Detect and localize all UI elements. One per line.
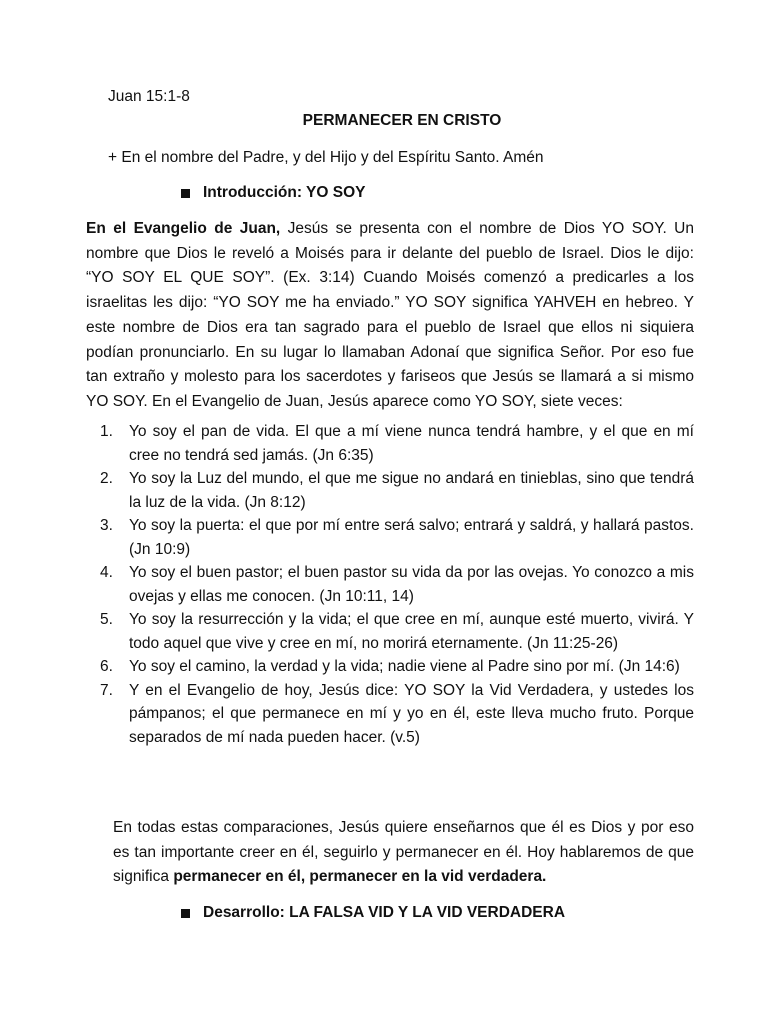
- square-bullet-icon: [181, 909, 190, 918]
- list-number: 6.: [100, 658, 113, 675]
- list-text: Yo soy el buen pastor; el buen pastor su vida da por las ovejas. Yo conozco a mis ovejas y ellas me conocen. (Jn 10:11, 14): [129, 564, 694, 605]
- invocation-line: + En el nombre del Padre, y del Hijo y del Espíritu Santo. Amén: [108, 149, 544, 166]
- page-title: PERMANECER EN CRISTO: [302, 112, 502, 129]
- scripture-reference: Juan 15:1-8: [108, 88, 190, 105]
- square-bullet-icon: [181, 189, 190, 198]
- list-number: 3.: [100, 517, 113, 534]
- development-heading: [181, 904, 565, 922]
- list-number: 2.: [100, 470, 113, 487]
- list-number: 7.: [100, 681, 113, 699]
- list-text: Yo soy la puerta: el que por mí entre será salvo; entrará y saldrá, y hallará pastos. (Jn 10:9): [129, 517, 694, 558]
- list-item: [100, 608, 694, 655]
- intro-paragraph: [86, 217, 694, 415]
- list-item: [100, 655, 694, 679]
- closing-bold-tail: permanecer en él, permanecer en la vid verdadera.: [173, 868, 547, 885]
- development-heading-label: Desarrollo: LA FALSA VID Y LA VID VERDADERA: [203, 904, 566, 921]
- intro-bold-lead: En el Evangelio de Juan,: [86, 220, 281, 237]
- list-text: Yo soy la resurrección y la vida; el que cree en mí, aunque esté muerto, vivirá. Y todo aquel que vive y cree en mí, no morirá eternamente. (Jn 11:25-26): [129, 611, 694, 652]
- closing-body-text: En todas estas comparaciones, Jesús quiere enseñarnos que él es Dios y por eso es tan importante creer en él, seguirlo y permanecer en él. Hoy hablaremos de que significa: [113, 819, 694, 885]
- list-item: [100, 420, 694, 467]
- yo-soy-list: [100, 420, 694, 749]
- list-number: 1.: [100, 423, 113, 440]
- list-text: Yo soy el pan de vida. El que a mí viene nunca tendrá hambre, y el que en mí cree no tendrá sed jamás. (Jn 6:35): [129, 423, 694, 464]
- list-text: Y en el Evangelio de hoy, Jesús dice: YO SOY la Vid Verdadera, y ustedes los pámpanos; el que permanece en mí y yo en él, este lleva mucho fruto. Porque separados de mí nada pueden hacer. (v.5): [129, 681, 694, 746]
- list-text: Yo soy el camino, la verdad y la vida; nadie viene al Padre sino por mí. (Jn 14:6): [129, 658, 680, 675]
- list-item: [100, 514, 694, 561]
- closing-paragraph: [113, 816, 694, 890]
- list-number: 4.: [100, 564, 113, 581]
- list-text: Yo soy la Luz del mundo, el que me sigue no andará en tinieblas, sino que tendrá la luz de la vida. (Jn 8:12): [129, 470, 694, 511]
- intro-heading: [181, 184, 365, 202]
- list-item: [100, 561, 694, 608]
- intro-body-text: Jesús se presenta con el nombre de Dios YO SOY. Un nombre que Dios le reveló a Moisés para ir delante del pueblo de Israel. Dios le dijo: “YO SOY EL QUE SOY”. (Ex. 3:14) Cuando Moisés comenzó a predicarles a los israelitas les dijo: “YO SOY me ha enviado.” YO SOY significa YAHVEH en hebreo. Y este nombre de Dios era tan sagrado para el pueblo de Israel que ellos ni siquiera podían pronunciarlo. En su lugar lo llamaban Adonaí que significa Señor. Por eso fue tan extraño y molesto para los sacerdotes y fariseos que Jesús se llamará a si mismo YO SOY. En el Evangelio de Juan, Jesús aparece como YO SOY, siete veces:: [86, 220, 694, 410]
- list-item: [100, 679, 694, 750]
- intro-heading-label: Introducción: YO SOY: [203, 184, 366, 201]
- list-number: 5.: [100, 611, 113, 628]
- list-item: [100, 467, 694, 514]
